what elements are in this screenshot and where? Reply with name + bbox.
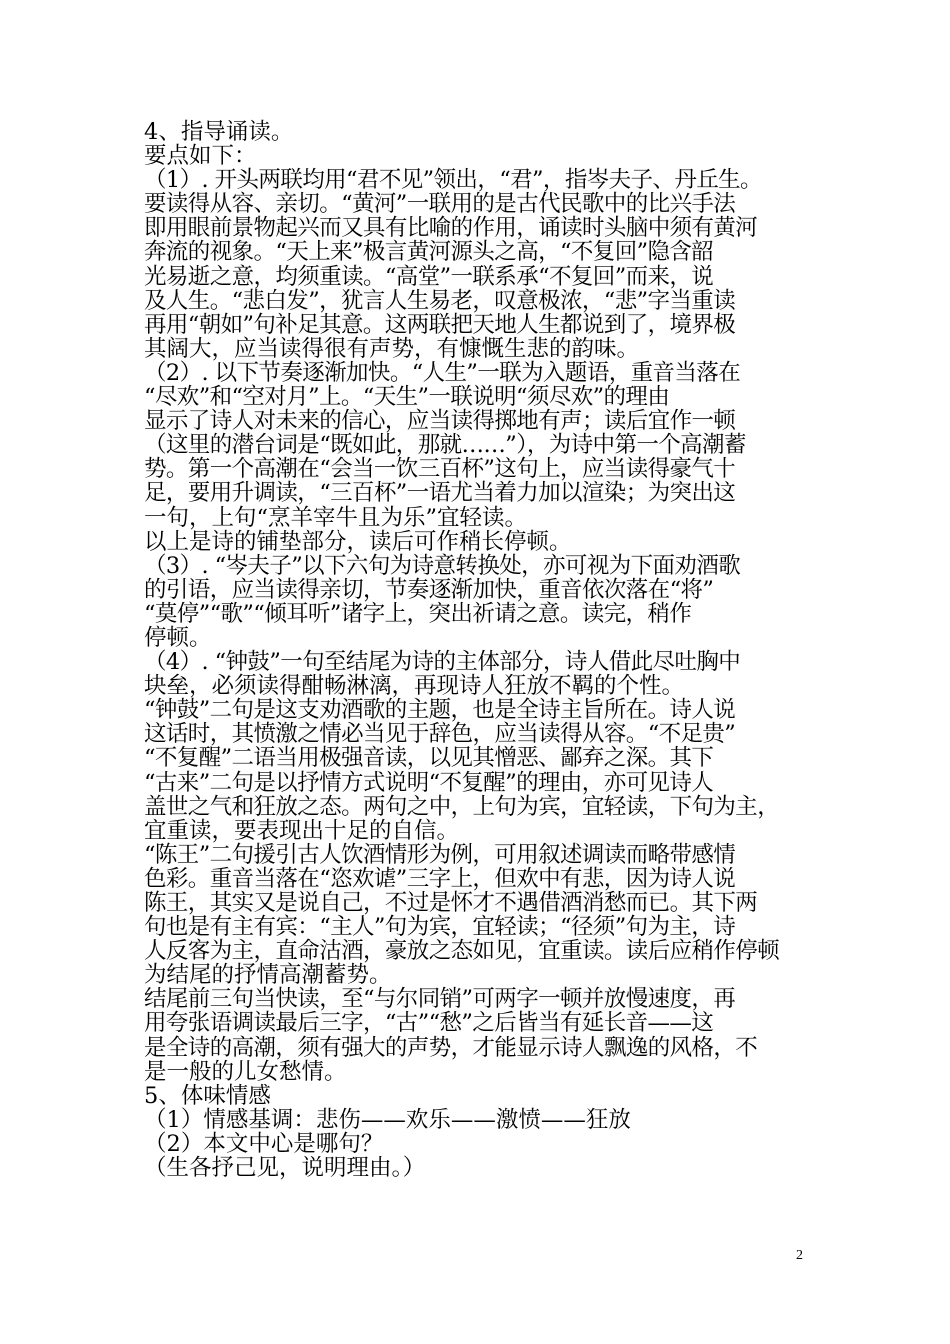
text-line: 要点如下： bbox=[144, 143, 257, 170]
text-line: “尽欢”和“空对月”上。“天生”一联说明“须尽欢”的理由 bbox=[144, 384, 670, 411]
text-line: （2）本文中心是哪句？ bbox=[144, 1130, 384, 1157]
text-line: 及人生。“悲白发”，犹言人生易老，叹意极浓，“悲”字当重读 bbox=[144, 287, 736, 314]
text-line: 要读得从容、亲切。“黄河”一联用的是古代民歌中的比兴手法 bbox=[144, 191, 736, 218]
text-line: 势。第一个高潮在“会当一饮三百杯”这句上，应当读得豪气十 bbox=[144, 456, 736, 483]
text-line: 奔流的视象。“天上来”极言黄河源头之高，“不复回”隐含韶 bbox=[144, 239, 714, 266]
text-line: “钟鼓”二句是这支劝酒歌的主题，也是全诗主旨所在。诗人说 bbox=[144, 697, 736, 724]
text-line: （4）. “钟鼓”一句至结尾为诗的主体部分，诗人借此尽吐胸中 bbox=[144, 649, 741, 676]
text-line: 结尾前三句当快读，至“与尔同销”可两字一顿并放慢速度，再 bbox=[144, 986, 736, 1013]
text-line: 这话时，其愤激之情必当见于辞色，应当读得从容。“不足贵” bbox=[144, 721, 736, 748]
text-line: （这里的潜台词是“既如此，那就……”），为诗中第一个高潮蓄 bbox=[144, 432, 746, 459]
text-line: 盖世之气和狂放之态。两句之中，上句为宾，宜轻读，下句为主， bbox=[144, 793, 780, 820]
text-line: 显示了诗人对未来的信心，应当读得掷地有声；读后宜作一顿 bbox=[144, 408, 736, 435]
text-line: （1）. 开头两联均用“君不见”领出，“君”，指岑夫子、丹丘生。 bbox=[144, 167, 762, 194]
text-line: 是一般的儿女愁情。 bbox=[144, 1058, 347, 1085]
text-line: 光易逝之意，均须重读。“高堂”一联系承“不复回”而来，说 bbox=[144, 263, 714, 290]
text-line: 以上是诗的铺垫部分，读后可作稍长停顿。 bbox=[144, 528, 572, 555]
text-line: 句也是有主有宾：“主人”句为宾，宜轻读；“径须”句为主，诗 bbox=[144, 914, 736, 941]
text-line: “莫停”“歌”“倾耳听”诸字上，突出祈请之意。读完，稍作 bbox=[144, 600, 692, 627]
text-line: 其阔大，应当读得很有声势，有慷慨生悲的韵味。 bbox=[144, 335, 640, 362]
text-line: 再用“朝如”句补足其意。这两联把天地人生都说到了，境界极 bbox=[144, 311, 736, 338]
text-line: 块垒，必须读得酣畅淋漓，再现诗人狂放不羁的个性。 bbox=[144, 673, 685, 700]
text-line: “不复醒”二语当用极强音读，以见其憎恶、鄙弃之深。其下 bbox=[144, 745, 714, 772]
text-line: （1）情感基调：悲伤——欢乐——激愤——狂放 bbox=[144, 1106, 631, 1133]
text-line: “古来”二句是以抒情方式说明“不复醒”的理由，亦可见诗人 bbox=[144, 769, 714, 796]
text-line: 色彩。重音当落在“恣欢谑”三字上，但欢中有悲，因为诗人说 bbox=[144, 865, 736, 892]
page-number: 2 bbox=[796, 1248, 803, 1263]
text-line: 宜重读，要表现出十足的自信。 bbox=[144, 817, 460, 844]
section-heading: 4、指导诵读。 bbox=[144, 119, 294, 145]
text-line: 为结尾的抒情高潮蓄势。 bbox=[144, 962, 392, 989]
document-body bbox=[144, 120, 820, 1180]
text-line: 的引语，应当读得亲切，节奏逐渐加快，重音依次落在“将” bbox=[144, 576, 714, 603]
text-line: “陈王”二句援引古人饮酒情形为例，可用叙述调读而略带感情 bbox=[144, 841, 736, 868]
text-line: （2）. 以下节奏逐渐加快。“人生”一联为入题语，重音当落在 bbox=[144, 359, 741, 386]
text-line: 人反客为主，直命沽酒，豪放之态如见，宜重读。读后应稍作停顿 bbox=[144, 938, 780, 965]
text-line: 停顿。 bbox=[144, 624, 212, 651]
text-line: 足，要用升调读，“三百杯”一语尤当着力加以渲染；为突出这 bbox=[144, 480, 736, 507]
text-line: 即用眼前景物起兴而又具有比喻的作用，诵读时头脑中须有黄河 bbox=[144, 215, 758, 242]
text-line: 陈王，其实又是说自己，不过是怀才不遇借酒消愁而已。其下两 bbox=[144, 890, 758, 916]
text-line: 是全诗的高潮，须有强大的声势，才能显示诗人飘逸的风格，不 bbox=[144, 1034, 758, 1061]
section-heading: 5、体味情感 bbox=[144, 1082, 271, 1109]
text-line: （生各抒己见，说明理由。） bbox=[144, 1155, 426, 1182]
text-line: （3）. “岑夫子”以下六句为诗意转换处，亦可视为下面劝酒歌 bbox=[144, 552, 741, 579]
text-line: 用夸张语调读最后三字，“古”“愁”之后皆当有延长音——这 bbox=[144, 1010, 714, 1037]
text-line: 一句，上句“烹羊宰牛且为乐”宜轻读。 bbox=[144, 504, 528, 531]
